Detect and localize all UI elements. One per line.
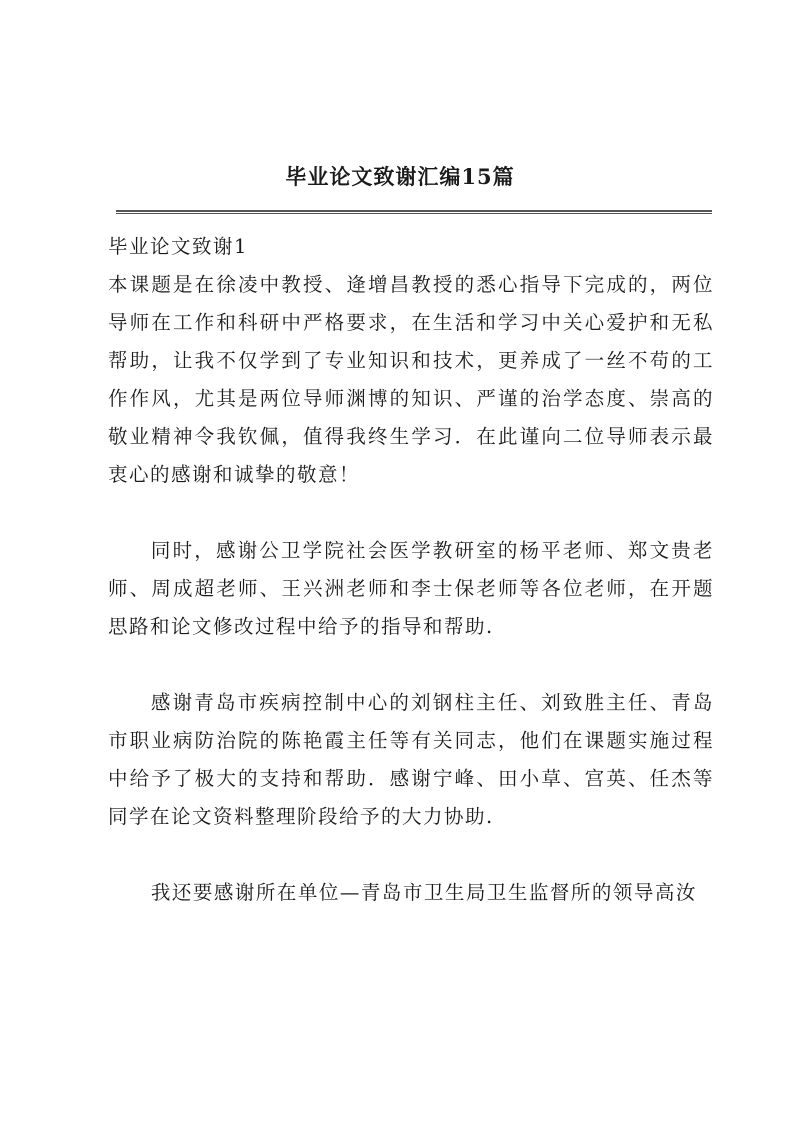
paragraph-2: 同时，感谢公卫学院社会医学教研室的杨平老师、郑文贵老师、周成超老师、王兴洲老师和李士保老师等各位老师，在开题思路和论文修改过程中给予的指导和帮助.: [108, 539, 714, 638]
paragraph-gap: [108, 646, 714, 684]
paragraph-1: 本课题是在徐凌中教授、逄增昌教授的悉心指导下完成的，两位导师在工作和科研中严格要求，在生活和学习中关心爱护和无私帮助，让我不仅学到了专业知识和技术，更养成了一丝不苟的工作作风，尤其是两位导师渊博的知识、严谨的治学态度、崇高的敬业精神令我钦佩，值得我终生学习．在此谨向二位导师表示最衷心的感谢和诚挚的敬意！: [108, 273, 714, 486]
document-title: 毕业论文致谢汇编15篇: [285, 164, 515, 189]
paragraph-3: 感谢青岛市疾病控制中心的刘钢柱主任、刘致胜主任、青岛市职业病防治院的陈艳霞主任等有关同志，他们在课题实施过程中给予了极大的支持和帮助．感谢宁峰、田小草、宫英、任杰等同学在论文资料整理阶段给予的大力协助.: [108, 691, 714, 828]
section-heading: 毕业论文致谢1: [108, 235, 248, 258]
paragraph-gap: [108, 836, 714, 874]
title-divider: [116, 210, 712, 214]
document-body: [108, 228, 714, 912]
paragraph-gap: [108, 494, 714, 532]
paragraph-4: 我还要感谢所在单位—青岛市卫生局卫生监督所的领导高汝: [150, 881, 697, 904]
